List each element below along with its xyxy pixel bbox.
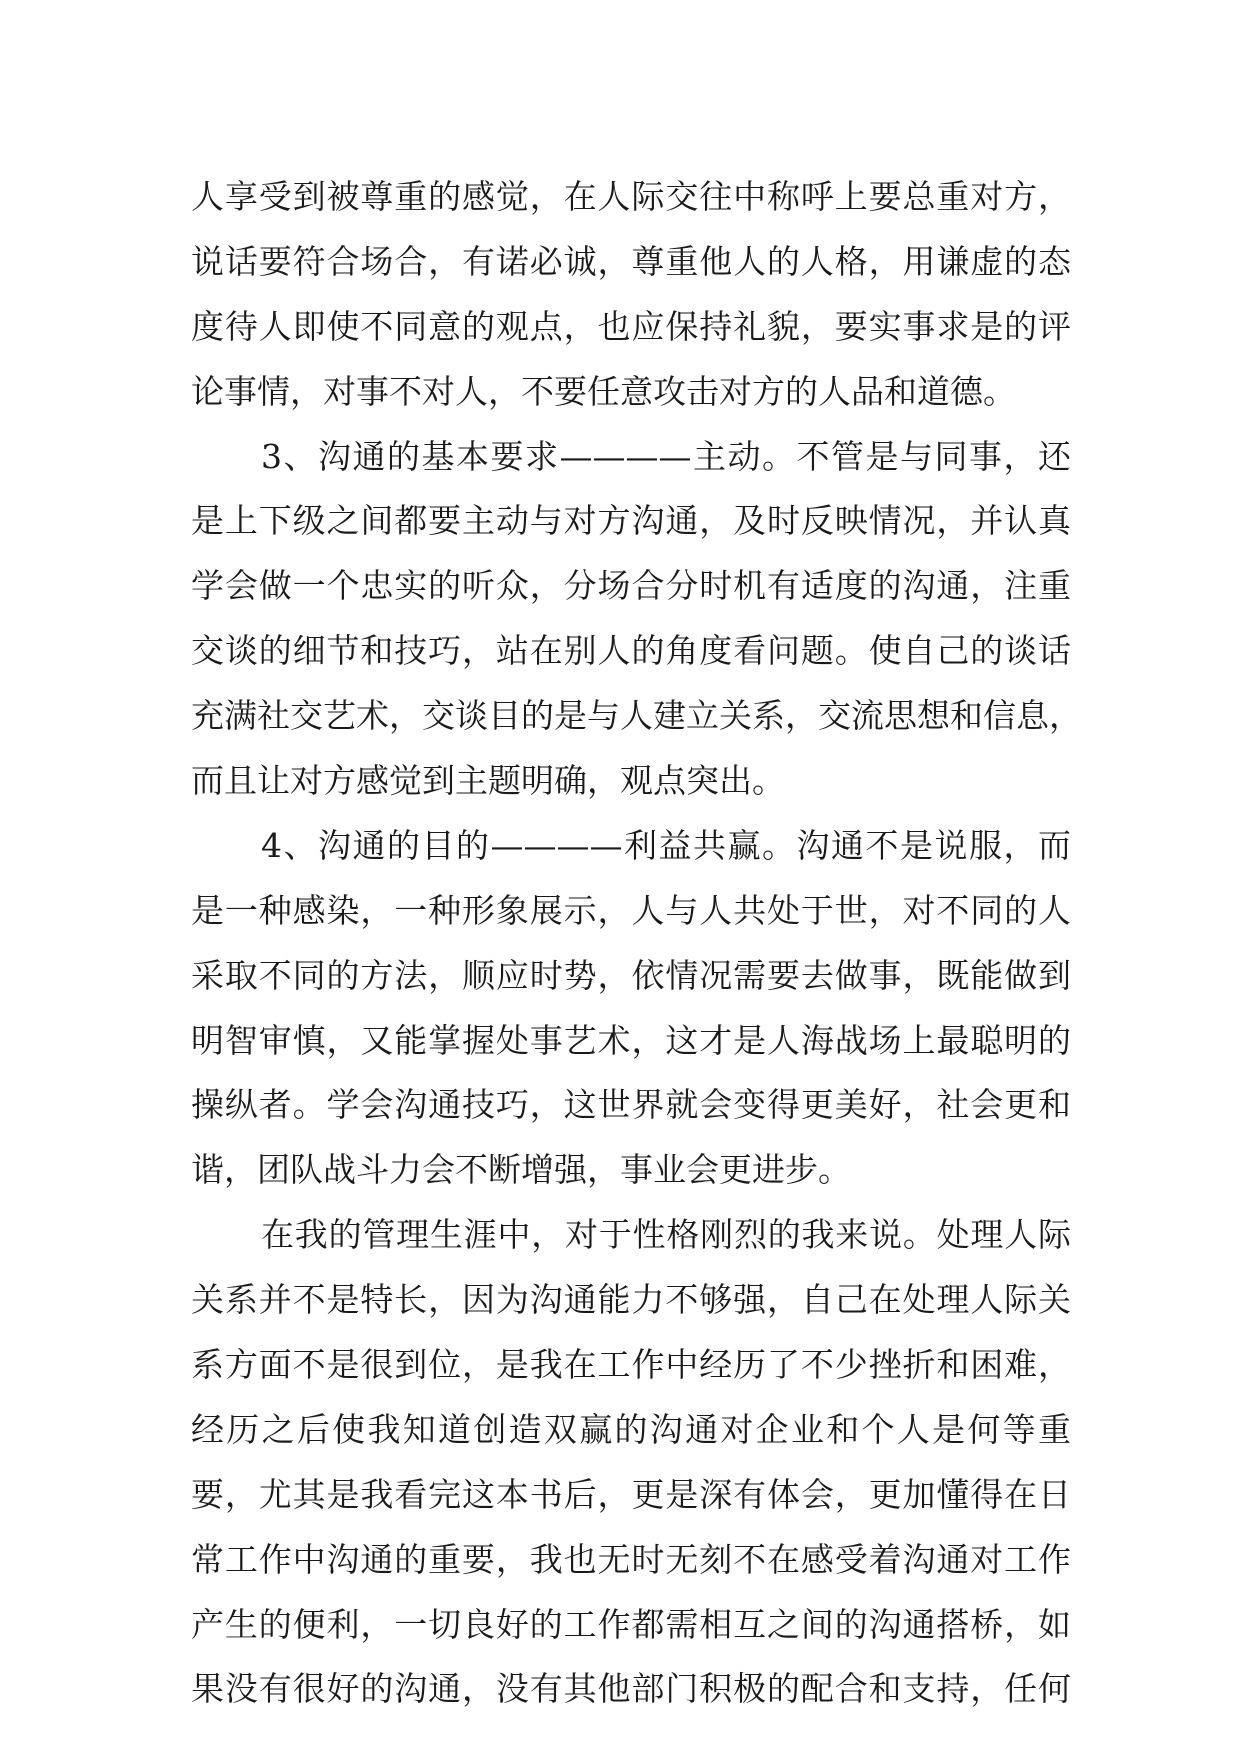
text-line: 经历之后使我知道创造双赢的沟通对企业和个人是何等重 — [191, 1409, 1071, 1449]
paragraph-3-first-line: 3、沟通的基本要求————主动。不管是与同事，还 — [261, 436, 1071, 476]
text-line: 明智审慎，又能掌握处事艺术，这才是人海战场上最聪明的 — [191, 1020, 1071, 1060]
text-line: 谐，团队战斗力会不断增强，事业会更进步。 — [191, 1150, 851, 1190]
paragraph-4-first-line: 4、沟通的目的————利益共赢。沟通不是说服，而 — [261, 825, 1071, 865]
text-line: 要，尤其是我看完这本书后，更是深有体会，更加懂得在日 — [191, 1474, 1071, 1514]
paragraph-5-first-line: 在我的管理生涯中，对于性格刚烈的我来说。处理人际 — [261, 1215, 1071, 1255]
text-line: 交谈的细节和技巧，站在别人的角度看问题。使自己的谈话 — [191, 631, 1071, 671]
text-line: 果没有很好的沟通，没有其他部门积极的配合和支持，任何 — [191, 1669, 1071, 1709]
text-line: 采取不同的方法，顺应时势，依情况需要去做事，既能做到 — [191, 955, 1071, 995]
text-line: 而且让对方感觉到主题明确，观点突出。 — [191, 761, 785, 801]
text-line: 产生的便利，一切良好的工作都需相互之间的沟通搭桥，如 — [191, 1604, 1071, 1644]
text-line: 常工作中沟通的重要，我也无时无刻不在感受着沟通对工作 — [191, 1539, 1071, 1579]
text-line: 是一种感染，一种形象展示，人与人共处于世，对不同的人 — [191, 890, 1071, 930]
text-line: 说话要符合场合，有诺必诚，尊重他人的人格，用谦虚的态 — [191, 241, 1071, 281]
text-line: 人享受到被尊重的感觉，在人际交往中称呼上要总重对方， — [191, 177, 1071, 216]
text-line: 充满社交艺术，交谈目的是与人建立关系，交流思想和信息， — [191, 696, 1082, 736]
text-line: 关系并不是特长，因为沟通能力不够强，自己在处理人际关 — [191, 1280, 1071, 1320]
text-line: 操纵者。学会沟通技巧，这世界就会变得更美好，社会更和 — [191, 1085, 1071, 1125]
text-line: 是上下级之间都要主动与对方沟通，及时反映情况，并认真 — [191, 501, 1071, 541]
text-line: 度待人即使不同意的观点，也应保持礼貌，要实事求是的评 — [191, 306, 1071, 346]
text-line: 学会做一个忠实的听众，分场合分时机有适度的沟通，注重 — [191, 566, 1071, 606]
text-line: 系方面不是很到位，是我在工作中经历了不少挫折和困难， — [191, 1345, 1071, 1385]
document-body — [191, 165, 1082, 1722]
text-line: 论事情，对事不对人，不要任意攻击对方的人品和道德。 — [191, 371, 1016, 411]
